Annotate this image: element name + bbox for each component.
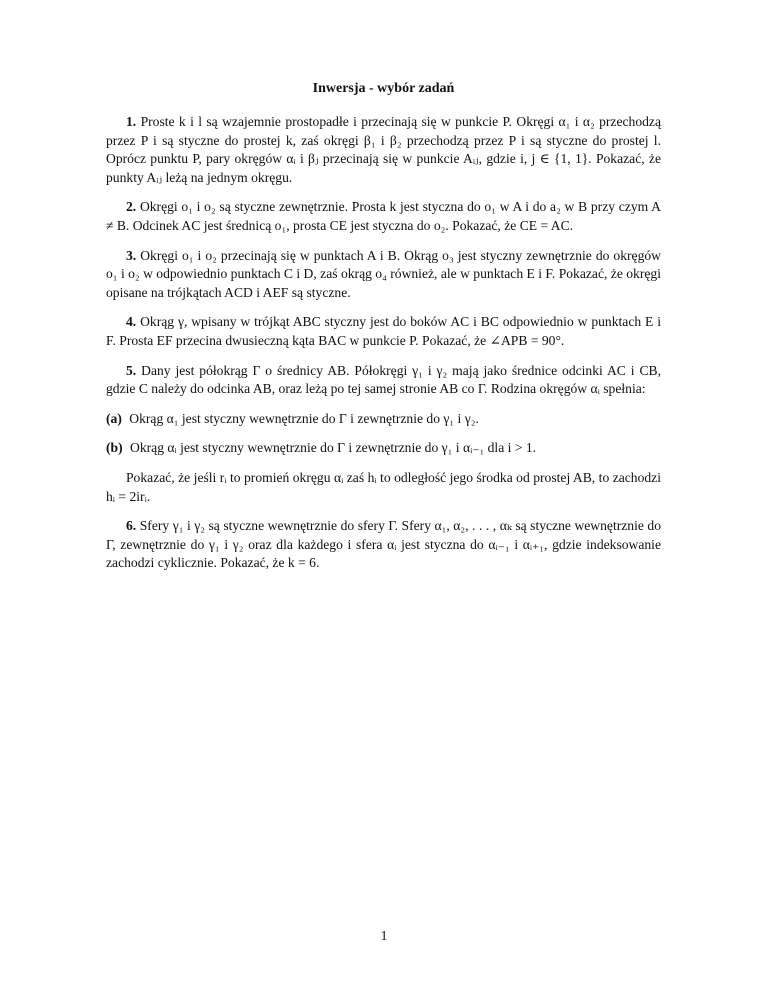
- problem-text: Okręgi o₁ i o₂ są styczne zewnętrznie. Prosta k jest styczna do o₁ w A i do a₂ w B przy czym A ≠ B. Odcinek AC jest średnicą o₁, prosta CE jest styczna do o₂. Pokazać, że CE = AC.: [106, 199, 661, 233]
- subitem-text: Okrąg αᵢ jest styczny wewnętrznie do Γ i zewnętrznie do γ₁ i αᵢ₋₁ dla i > 1.: [130, 440, 537, 456]
- problem-number: 1.: [126, 114, 137, 129]
- problem-5: [106, 362, 661, 399]
- document-page: [106, 80, 661, 584]
- problem-6: [106, 517, 661, 573]
- problem-5-followup: Pokazać, że jeśli rᵢ to promień okręgu αᵢ zaś hᵢ to odległość jego środka od prostej AB, to zachodzi hᵢ = 2irᵢ.: [106, 469, 661, 504]
- subitem-label: (a): [106, 410, 122, 426]
- problem-number: 6.: [126, 518, 137, 534]
- problem-2: [106, 198, 661, 235]
- page-number: 1: [380, 928, 388, 943]
- problem-number: 2.: [126, 199, 137, 215]
- subitem-a: [106, 410, 661, 429]
- subitem-label: (b): [106, 440, 123, 456]
- subitem-b: [106, 439, 661, 458]
- problem-4: [106, 313, 661, 350]
- problem-number: 3.: [126, 247, 137, 263]
- problem-text: Okręgi o₁ i o₂ przecinają się w punktach A i B. Okrąg o₃ jest styczny zewnętrznie do okręgów o₁ i o₂ w odpowiednio punktach C i D, zaś okrąg o₄ również, ale w punktach E i F. Pokazać, że okręgi opisane na trójkątach ACD i AEF są styczne.: [106, 247, 661, 300]
- problem-text: Dany jest półokrąg Γ o średnicy AB. Półokręgi γ₁ i γ₂ mają jako średnice odcinki AC i CB, gdzie C należy do odcinka AB, oraz leżą po tej samej stronie AB co Γ. Rodzina okręgów αᵢ spełnia:: [106, 362, 661, 397]
- problem-text: Okrąg γ, wpisany w trójkąt ABC styczny jest do boków AC i BC odpowiednio w punktach E i F. Prosta EF przecina dwusieczną kąta BAC w punkcie P. Pokazać, że ∠APB = 90°.: [106, 314, 661, 348]
- problem-number: 4.: [126, 314, 137, 330]
- problem-1: [106, 113, 661, 187]
- document-title: Inwersja - wybór zadań: [312, 81, 455, 96]
- subitem-text: Okrąg α₁ jest styczny wewnętrznie do Γ i zewnętrznie do γ₁ i γ₂.: [129, 410, 479, 426]
- problem-3: [106, 247, 661, 303]
- problem-text: Proste k i l są wzajemnie prostopadłe i przecinają się w punkcie P. Okręgi α₁ i α₂ przechodzą przez P i są styczne do prostej k, zaś okręgi β₁ i β₂ przechodzą przez P i są styczne do prostej l. Oprócz punktu P, pary okręgów αᵢ i βⱼ przecinają się w punkcie Aᵢⱼ, gdzie i, j ∈ {1, 1}. Pokazać, że punkty Aᵢⱼ leżą na jednym okręgu.: [106, 114, 661, 185]
- problem-number: 5.: [126, 362, 137, 378]
- problem-text: Sfery γ₁ i γ₂ są styczne wewnętrznie do sfery Γ. Sfery α₁, α₂, . . . , αₖ są styczne wewnętrznie do Γ, zewnętrznie do γ₁ i γ₂ oraz dla każdego i sfera αᵢ jest styczna do αᵢ₋₁ i αᵢ₊₁, gdzie indeksowanie zachodzi cyklicznie. Pokazać, że k = 6.: [106, 518, 661, 571]
